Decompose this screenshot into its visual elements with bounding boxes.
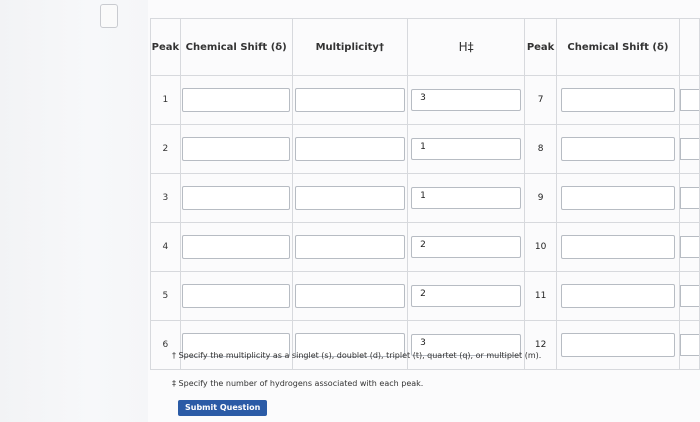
multiplicity-input[interactable]: [295, 88, 405, 112]
shift-cell: [180, 223, 292, 272]
peak-label-right: 9: [525, 174, 557, 223]
shift-input[interactable]: [182, 284, 290, 308]
peak-label-right: 8: [525, 125, 557, 174]
shift-input-right[interactable]: [561, 333, 675, 357]
shift-cell-right: [556, 125, 679, 174]
hydrogen-value: 2: [420, 240, 426, 250]
shift-cell: [180, 125, 292, 174]
edge-cell: [679, 174, 699, 223]
edge-input[interactable]: [680, 187, 699, 209]
hydrogen-input[interactable]: [411, 187, 521, 209]
edge-cell: [679, 125, 699, 174]
hydrogen-input[interactable]: [411, 236, 521, 258]
shift-cell-right: [556, 76, 679, 125]
table-row: [151, 272, 700, 321]
table-row: [151, 76, 700, 125]
hydrogen-input[interactable]: [411, 138, 521, 160]
shift-cell-right: [556, 321, 679, 370]
header-multiplicity: Multiplicity†: [292, 19, 407, 76]
peak-label-right: 11: [525, 272, 557, 321]
shift-cell-right: [556, 223, 679, 272]
hydrogen-input[interactable]: [411, 285, 521, 307]
shift-input[interactable]: [182, 186, 290, 210]
shift-input[interactable]: [182, 235, 290, 259]
multiplicity-input[interactable]: [295, 137, 405, 161]
nmr-table: [150, 18, 700, 370]
h-cell: [408, 76, 525, 125]
mult-cell: [292, 223, 407, 272]
peak-label: 6: [151, 321, 181, 370]
left-pane: [0, 0, 150, 422]
hydrogen-value: 1: [420, 142, 426, 152]
peak-label: 3: [151, 174, 181, 223]
table-row: [151, 125, 700, 174]
mult-cell: [292, 125, 407, 174]
edge-input[interactable]: [680, 138, 699, 160]
table-row: [151, 223, 700, 272]
edge-cell: [679, 272, 699, 321]
h-cell: [408, 223, 525, 272]
header-hydrogens: H‡: [408, 19, 525, 76]
shift-cell: [180, 174, 292, 223]
shift-input-right[interactable]: [561, 235, 675, 259]
multiplicity-input[interactable]: [295, 186, 405, 210]
peak-label: 5: [151, 272, 181, 321]
edge-cell: [679, 76, 699, 125]
hydrogen-value: 3: [420, 338, 426, 348]
hydrogen-input[interactable]: [411, 89, 521, 111]
mult-cell: [292, 174, 407, 223]
header-chemical-shift: Chemical Shift (δ): [180, 19, 292, 76]
shift-input-right[interactable]: [561, 186, 675, 210]
multiplicity-input[interactable]: [295, 235, 405, 259]
table-row: [151, 174, 700, 223]
shift-cell: [180, 272, 292, 321]
edge-cell: [679, 223, 699, 272]
footnotes: [172, 350, 541, 406]
peak-label-right: 7: [525, 76, 557, 125]
edge-input[interactable]: [680, 89, 699, 111]
edge-input[interactable]: [680, 236, 699, 258]
peak-label-right: 12: [525, 321, 557, 370]
shift-cell: [180, 76, 292, 125]
header-chemical-shift-right: Chemical Shift (δ): [556, 19, 679, 76]
peak-label: 2: [151, 125, 181, 174]
shift-cell-right: [556, 272, 679, 321]
hydrogen-value: 1: [420, 191, 426, 201]
edge-cell: [679, 321, 699, 370]
edge-input[interactable]: [680, 334, 699, 356]
footnote-hydrogens: ‡ Specify the number of hydrogens associated with each peak.: [172, 379, 424, 388]
shift-input[interactable]: [182, 137, 290, 161]
h-cell: [408, 272, 525, 321]
shift-input-right[interactable]: [561, 88, 675, 112]
shift-input[interactable]: [182, 88, 290, 112]
multiplicity-input[interactable]: [295, 284, 405, 308]
peak-label-right: 10: [525, 223, 557, 272]
peak-label: 4: [151, 223, 181, 272]
header-peak-right: Peak: [525, 19, 557, 76]
edge-input[interactable]: [680, 285, 699, 307]
header-peak: Peak: [151, 19, 181, 76]
hydrogen-value: 3: [420, 93, 426, 103]
h-cell: [408, 174, 525, 223]
mult-cell: [292, 76, 407, 125]
h-cell: [408, 125, 525, 174]
footnote-multiplicity: † Specify the multiplicity as a singlet (s), doublet (d), triplet (t), quartet (q), or multiplet (m).: [172, 351, 542, 360]
hydrogen-value: 2: [420, 289, 426, 299]
peak-label: 1: [151, 76, 181, 125]
submit-question-button[interactable]: Submit Question: [178, 400, 267, 416]
mult-cell: [292, 272, 407, 321]
panel-handle[interactable]: [100, 4, 118, 28]
shift-input-right[interactable]: [561, 284, 675, 308]
shift-cell-right: [556, 174, 679, 223]
shift-input-right[interactable]: [561, 137, 675, 161]
header-edge: [679, 19, 699, 76]
